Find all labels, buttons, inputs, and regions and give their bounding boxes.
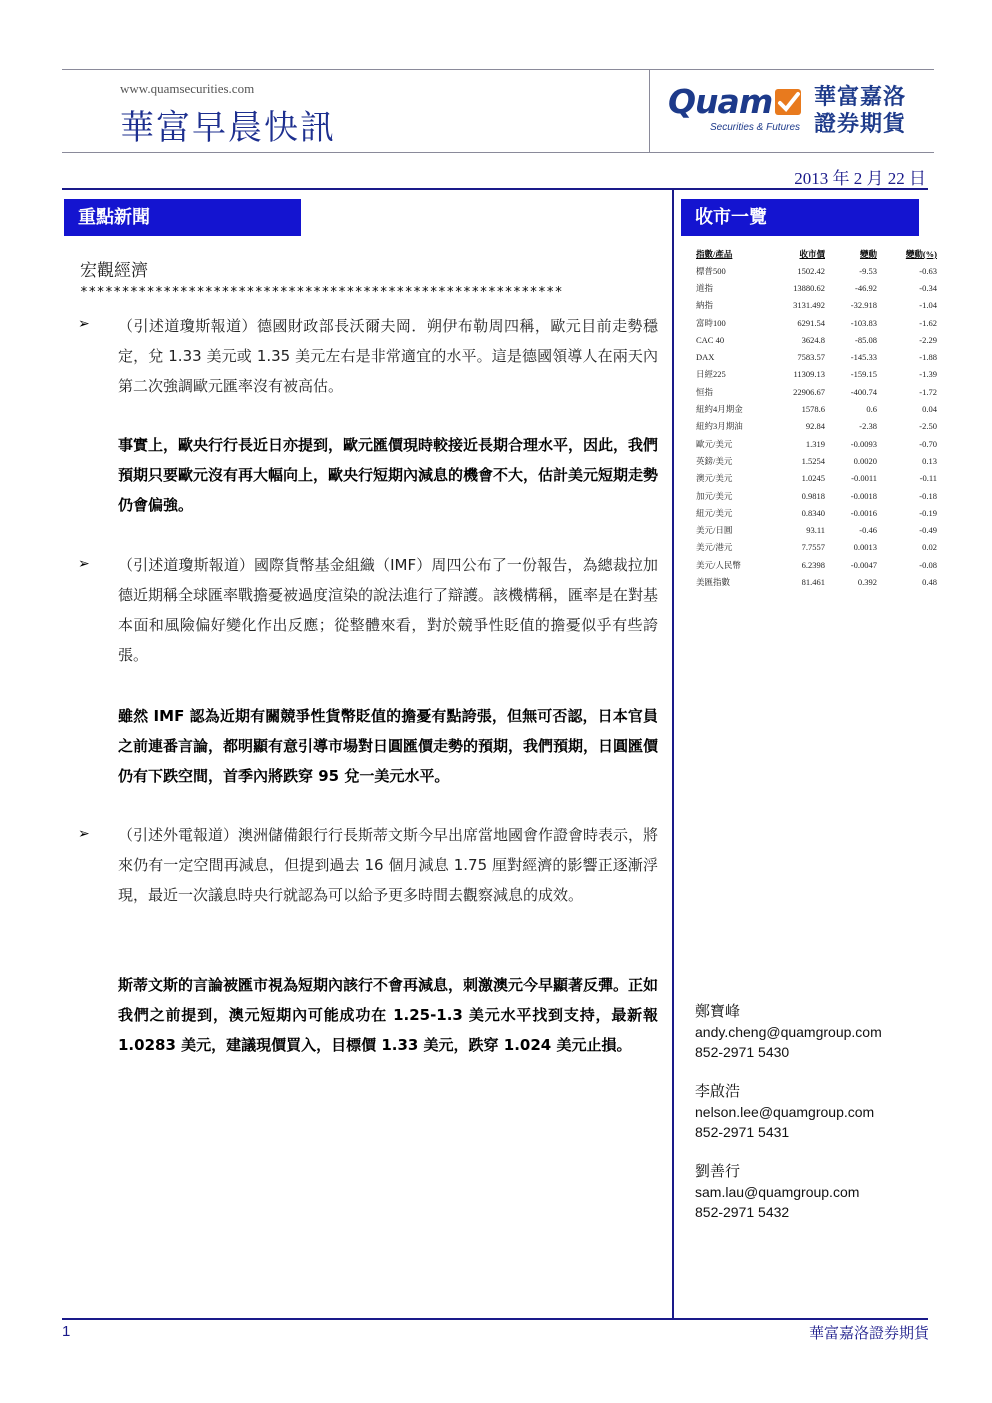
- news-paragraph: （引述道瓊斯報道）國際貨幣基金組織（IMF）周四公布了一份報告，為總裁拉加德近期稱全球匯率戰擔憂被過度渲染的說法進行了辯護。該機構稱，匯率是在對基本面和風險偏好變化作出反應；從整體來看，對於競爭性貶值的擔憂似乎有些誇張。: [118, 556, 659, 664]
- contact-email[interactable]: nelson.lee@quamgroup.com: [695, 1104, 875, 1120]
- cell-change: -85.08: [855, 334, 877, 345]
- star-divider: **********************************************************: [80, 285, 563, 300]
- cell-close: 22906.67: [793, 386, 825, 397]
- table-header: [696, 246, 940, 262]
- logo-check-icon: [774, 88, 804, 116]
- cell-change-pct: -1.72: [919, 386, 937, 397]
- commentary-paragraph: 雖然 IMF 認為近期有關競爭性貨幣貶值的擔憂有點誇張，但無可否認，日本官員之前連番言論，都明顯有意引導市場對日圓匯價走勢的預期，我們預期，日圓匯價仍有下跌空間，首季內將跌穿 95 兌一美元水平。: [118, 707, 659, 785]
- cell-change: -32.918: [850, 300, 877, 311]
- site-url: www.quamsecurities.com: [120, 81, 255, 96]
- cell-close: 92.84: [805, 421, 825, 432]
- bullet-arrow-icon: ➢: [78, 826, 90, 842]
- cell-close: 7.7557: [801, 542, 825, 553]
- cell-close: 93.11: [806, 525, 825, 536]
- contact-phone: 852-2971 5431: [695, 1124, 790, 1140]
- table-row: [696, 487, 940, 504]
- cell-change-pct: -0.18: [919, 490, 937, 501]
- cell-change-pct: -1.39: [919, 369, 937, 380]
- contact-list: [695, 1000, 925, 1240]
- cell-product: 恒指: [696, 386, 714, 397]
- logo-subtitle: Securities & Futures: [710, 122, 801, 133]
- logo-cn-line2: 證券期貨: [814, 112, 907, 137]
- cell-change-pct: -0.63: [919, 265, 937, 276]
- table-row: [696, 348, 940, 365]
- cell-change-pct: -0.49: [919, 525, 937, 536]
- page-number: 1: [62, 1323, 71, 1340]
- cell-change-pct: -0.19: [919, 507, 937, 518]
- col-header-product: 指數/產品: [696, 249, 733, 259]
- cell-change: -0.0093: [850, 438, 877, 449]
- cell-close: 11309.13: [793, 369, 825, 380]
- cell-change: -0.0016: [850, 507, 877, 518]
- cell-change: -159.15: [850, 369, 877, 380]
- cell-close: 1.319: [805, 438, 825, 449]
- table-row: [696, 539, 940, 556]
- logo-chinese-name: [814, 84, 906, 138]
- report-date: 2013 年 2 月 22 日: [794, 169, 926, 188]
- header-top-rule: [62, 69, 934, 70]
- contact-email[interactable]: andy.cheng@quamgroup.com: [695, 1024, 882, 1040]
- table-row: [696, 573, 940, 590]
- cell-change: -103.83: [850, 317, 877, 328]
- cell-product: 日經225: [696, 369, 726, 380]
- cell-close: 1.5254: [801, 455, 825, 466]
- table-row: [696, 556, 940, 573]
- cell-close: 13880.62: [793, 282, 825, 293]
- cell-change-pct: -1.04: [919, 300, 937, 311]
- contact-card: [695, 1160, 925, 1222]
- cell-product: 加元/美元: [696, 490, 733, 501]
- cell-change: -400.74: [850, 386, 877, 397]
- cell-product: 歐元/美元: [696, 438, 733, 449]
- cell-change-pct: -2.29: [919, 334, 937, 345]
- cell-change-pct: 0.48: [922, 576, 937, 587]
- header-divider: [649, 70, 650, 152]
- header-bottom-rule: [62, 152, 934, 153]
- cell-product: 道指: [696, 282, 714, 293]
- cell-change-pct: -1.62: [919, 317, 937, 328]
- col-header-change-pct: 變動(%): [905, 249, 937, 259]
- cell-change: 0.0013: [853, 542, 877, 553]
- cell-product: 紐約3月期油: [696, 421, 743, 432]
- col-header-change: 變動: [859, 249, 877, 259]
- cell-change: -0.46: [859, 525, 877, 536]
- cell-change: -0.0011: [851, 473, 877, 484]
- news-paragraph: （引述外電報道）澳洲儲備銀行行長斯蒂文斯今早出席當地國會作證會時表示，將來仍有一定空間再減息，但提到過去 16 個月減息 1.75 厘對經濟的影響正逐漸浮現，最近一次議息時央行就認為可以給予更多時間去觀察減息的成效。: [118, 826, 659, 904]
- content-bottom-rule: [62, 1318, 928, 1320]
- cell-change: -145.33: [850, 352, 877, 363]
- cell-close: 0.9818: [801, 490, 825, 501]
- subheading-macro: 宏觀經濟: [80, 261, 148, 281]
- bullet-arrow-icon: ➢: [78, 316, 90, 332]
- cell-change: -0.0018: [850, 490, 877, 501]
- cell-change-pct: -0.11: [919, 473, 937, 484]
- cell-close: 0.8340: [801, 507, 825, 518]
- cell-close: 3624.8: [801, 334, 825, 345]
- cell-close: 3131.492: [793, 300, 825, 311]
- cell-change-pct: 0.02: [922, 542, 937, 553]
- cell-product: 美元/日圓: [696, 525, 733, 536]
- cell-close: 7583.57: [797, 352, 825, 363]
- section-heading-market-close: 收市一覽: [681, 199, 919, 236]
- cell-change-pct: -0.70: [919, 438, 937, 449]
- cell-product: 美匯指數: [696, 576, 731, 587]
- cell-change: 0.6: [866, 404, 877, 415]
- cell-product: 美元/港元: [696, 542, 733, 553]
- cell-change-pct: -2.50: [919, 421, 937, 432]
- content-top-rule: [62, 188, 928, 190]
- contact-name: 李啟浩: [695, 1082, 741, 1100]
- cell-product: 納指: [696, 300, 714, 311]
- table-row: [696, 418, 940, 435]
- logo-cn-line1: 華富嘉洛: [814, 85, 907, 110]
- logo-wordmark: Quam: [668, 82, 773, 121]
- cell-change-pct: 0.04: [922, 404, 937, 415]
- contact-email[interactable]: sam.lau@quamgroup.com: [695, 1184, 860, 1200]
- table-row: [696, 521, 940, 538]
- cell-product: 澳元/美元: [696, 473, 733, 484]
- contact-phone: 852-2971 5430: [695, 1044, 790, 1060]
- cell-change: -0.0047: [850, 559, 877, 570]
- cell-change-pct: -1.88: [919, 352, 937, 363]
- cell-change: 0.0020: [853, 455, 877, 466]
- cell-close: 1578.6: [801, 404, 825, 415]
- contact-phone: 852-2971 5432: [695, 1204, 790, 1220]
- table-row: [696, 504, 940, 521]
- cell-product: 紐元/美元: [696, 507, 733, 518]
- cell-product: 紐約4月期金: [696, 404, 743, 415]
- table-row: [696, 452, 940, 469]
- table-row: [696, 331, 940, 348]
- commentary-paragraph: 斯蒂文斯的言論被匯市視為短期內該行不會再減息，刺激澳元今早顯著反彈。正如我們之前提到，澳元短期內可能成功在 1.25-1.3 美元水平找到支持，最新報 1.0283 美元，建議現價買入，目標價 1.33 美元，跌穿 1.024 美元止損。: [118, 976, 659, 1054]
- cell-change: -2.38: [859, 421, 877, 432]
- page-title: 華富早晨快訊: [120, 108, 336, 148]
- table-row: [696, 279, 940, 296]
- cell-change-pct: -0.08: [919, 559, 937, 570]
- footer-company: 華富嘉洛證券期貨: [808, 1324, 929, 1342]
- cell-product: 英鎊/美元: [696, 455, 733, 466]
- section-heading-key-news: 重點新聞: [64, 199, 301, 236]
- contact-name: 鄭寶峰: [695, 1002, 741, 1020]
- table-row: [696, 262, 940, 279]
- col-header-close: 收市價: [799, 249, 825, 259]
- table-row: [696, 297, 940, 314]
- news-paragraph: （引述道瓊斯報道）德國財政部長沃爾夫岡．朔伊布勒周四稱，歐元目前走勢穩定，兌 1.33 美元或 1.35 美元左右是非常適宜的水平。這是德國領導人在兩天內第二次強調歐元匯率沒有被高估。: [118, 317, 658, 395]
- cell-close: 6.2398: [801, 559, 825, 570]
- cell-change: -46.92: [855, 282, 877, 293]
- cell-close: 1.0245: [801, 473, 825, 484]
- contact-name: 劉善行: [695, 1162, 741, 1180]
- table-row: [696, 314, 940, 331]
- cell-close: 81.461: [801, 576, 825, 587]
- cell-product: 美元/人民幣: [696, 559, 741, 570]
- cell-product: 富時100: [696, 317, 726, 328]
- market-table: [696, 246, 940, 591]
- cell-change: -9.53: [859, 265, 877, 276]
- quam-logo: [668, 82, 918, 140]
- table-row: [696, 470, 940, 487]
- cell-product: DAX: [696, 352, 715, 363]
- table-row: [696, 366, 940, 383]
- contact-card: [695, 1000, 925, 1062]
- table-row: [696, 400, 940, 417]
- contact-card: [695, 1080, 925, 1142]
- table-row: [696, 383, 940, 400]
- cell-close: 1502.42: [797, 265, 825, 276]
- cell-change-pct: -0.34: [919, 282, 937, 293]
- cell-product: 標普500: [696, 265, 726, 276]
- bullet-arrow-icon: ➢: [78, 556, 90, 572]
- table-row: [696, 435, 940, 452]
- cell-close: 6291.54: [797, 317, 825, 328]
- commentary-paragraph: 事實上，歐央行行長近日亦提到，歐元匯價現時較接近長期合理水平，因此，我們預期只要歐元沒有再大幅向上，歐央行短期內減息的機會不大，估計美元短期走勢仍會偏強。: [118, 436, 659, 514]
- cell-product: CAC 40: [696, 334, 725, 345]
- cell-change-pct: 0.13: [922, 455, 937, 466]
- column-divider: [672, 190, 674, 1318]
- cell-change: 0.392: [857, 576, 877, 587]
